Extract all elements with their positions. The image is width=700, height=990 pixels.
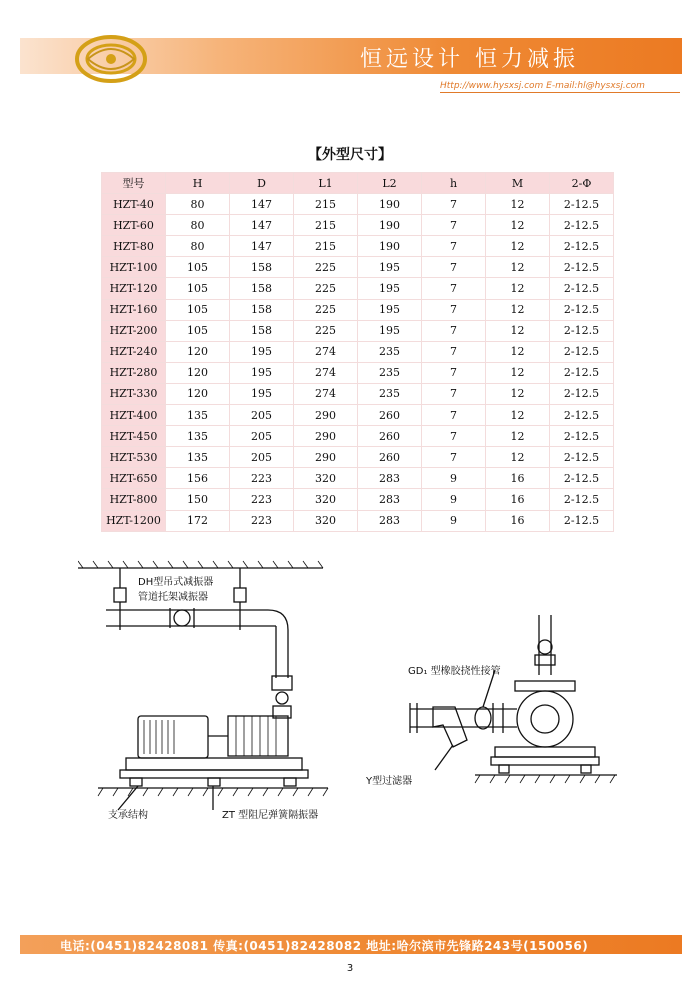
- footer-contact-info: 电话:(0451)82428081 传真:(0451)82428082 地址:哈尔滨市先锋路243号(150056): [60, 939, 589, 953]
- table-cell: 7: [422, 320, 486, 341]
- table-cell: 80: [166, 194, 230, 215]
- table-row: [102, 362, 614, 383]
- table-cell: 120: [166, 362, 230, 383]
- column-header: H: [166, 173, 230, 194]
- table-cell: 12: [486, 215, 550, 236]
- table-cell: 235: [358, 362, 422, 383]
- table-cell: 260: [358, 405, 422, 426]
- table-cell: 320: [294, 489, 358, 510]
- table-cell: 2-12.5: [550, 405, 614, 426]
- model-cell: HZT-800: [102, 489, 166, 510]
- label-support-structure: 支承结构: [108, 810, 148, 821]
- table-cell: 7: [422, 257, 486, 278]
- page-number: 3: [346, 963, 354, 974]
- table-cell: 260: [358, 426, 422, 447]
- table-row: [102, 510, 614, 531]
- table-cell: 235: [358, 383, 422, 404]
- table-cell: 12: [486, 362, 550, 383]
- table-cell: 195: [358, 278, 422, 299]
- table-cell: 205: [230, 426, 294, 447]
- table-cell: 195: [230, 383, 294, 404]
- table-row: [102, 405, 614, 426]
- column-header: 型号: [102, 173, 166, 194]
- model-cell: HZT-60: [102, 215, 166, 236]
- table-cell: 2-12.5: [550, 299, 614, 320]
- table-row: [102, 447, 614, 468]
- table-cell: 120: [166, 341, 230, 362]
- table-row: [102, 320, 614, 341]
- table-cell: 2-12.5: [550, 489, 614, 510]
- table-cell: 225: [294, 257, 358, 278]
- table-cell: 147: [230, 194, 294, 215]
- model-cell: HZT-530: [102, 447, 166, 468]
- table-cell: 2-12.5: [550, 426, 614, 447]
- table-cell: 225: [294, 320, 358, 341]
- table-cell: 12: [486, 447, 550, 468]
- model-cell: HZT-280: [102, 362, 166, 383]
- table-cell: 2-12.5: [550, 341, 614, 362]
- table-cell: 283: [358, 510, 422, 531]
- table-cell: 9: [422, 489, 486, 510]
- table-cell: 135: [166, 426, 230, 447]
- table-cell: 156: [166, 468, 230, 489]
- table-cell: 2-12.5: [550, 320, 614, 341]
- table-cell: 274: [294, 383, 358, 404]
- column-header: L1: [294, 173, 358, 194]
- table-row: [102, 236, 614, 257]
- table-cell: 2-12.5: [550, 362, 614, 383]
- model-cell: HZT-650: [102, 468, 166, 489]
- table-cell: 195: [358, 320, 422, 341]
- table-cell: 2-12.5: [550, 468, 614, 489]
- model-cell: HZT-160: [102, 299, 166, 320]
- table-cell: 80: [166, 215, 230, 236]
- table-cell: 16: [486, 468, 550, 489]
- table-cell: 7: [422, 383, 486, 404]
- table-cell: 290: [294, 426, 358, 447]
- column-header: D: [230, 173, 294, 194]
- table-cell: 235: [358, 341, 422, 362]
- table-cell: 2-12.5: [550, 215, 614, 236]
- table-cell: 225: [294, 278, 358, 299]
- model-cell: HZT-330: [102, 383, 166, 404]
- model-cell: HZT-450: [102, 426, 166, 447]
- table-cell: 290: [294, 405, 358, 426]
- table-cell: 190: [358, 215, 422, 236]
- section-title: 【外型尺寸】: [308, 147, 392, 163]
- table-cell: 12: [486, 383, 550, 404]
- model-cell: HZT-240: [102, 341, 166, 362]
- table-cell: 7: [422, 215, 486, 236]
- table-cell: 9: [422, 468, 486, 489]
- table-cell: 105: [166, 278, 230, 299]
- table-cell: 2-12.5: [550, 194, 614, 215]
- table-cell: 283: [358, 468, 422, 489]
- table-cell: 2-12.5: [550, 510, 614, 531]
- label-spring-isolator: ZT 型阻尼弹簧隔振器: [222, 810, 319, 821]
- table-cell: 105: [166, 320, 230, 341]
- table-cell: 2-12.5: [550, 236, 614, 257]
- header-divider: [440, 92, 680, 93]
- table-row: [102, 341, 614, 362]
- table-cell: 12: [486, 405, 550, 426]
- table-cell: 2-12.5: [550, 383, 614, 404]
- table-cell: 12: [486, 257, 550, 278]
- table-cell: 7: [422, 447, 486, 468]
- label-hanger-isolator: DH型吊式减振器: [138, 577, 214, 588]
- table-cell: 16: [486, 510, 550, 531]
- company-logo-icon: [74, 33, 148, 85]
- table-cell: 147: [230, 236, 294, 257]
- table-cell: 158: [230, 299, 294, 320]
- model-cell: HZT-80: [102, 236, 166, 257]
- header-slogan: 恒远设计 恒力减振: [360, 47, 579, 72]
- table-cell: 135: [166, 447, 230, 468]
- model-cell: HZT-40: [102, 194, 166, 215]
- table-cell: 223: [230, 468, 294, 489]
- table-row: [102, 426, 614, 447]
- model-cell: HZT-120: [102, 278, 166, 299]
- table-row: [102, 215, 614, 236]
- dimensions-table: [101, 172, 614, 532]
- table-cell: 80: [166, 236, 230, 257]
- table-cell: 7: [422, 426, 486, 447]
- table-cell: 320: [294, 468, 358, 489]
- table-cell: 215: [294, 236, 358, 257]
- table-cell: 2-12.5: [550, 257, 614, 278]
- table-cell: 150: [166, 489, 230, 510]
- pump-installation-diagram: [78, 558, 338, 828]
- model-cell: HZT-200: [102, 320, 166, 341]
- table-cell: 283: [358, 489, 422, 510]
- column-header: M: [486, 173, 550, 194]
- table-row: [102, 383, 614, 404]
- column-header: h: [422, 173, 486, 194]
- table-row: [102, 489, 614, 510]
- table-cell: 7: [422, 341, 486, 362]
- table-cell: 190: [358, 194, 422, 215]
- table-row: [102, 278, 614, 299]
- table-cell: 7: [422, 405, 486, 426]
- table-cell: 195: [358, 299, 422, 320]
- table-cell: 223: [230, 510, 294, 531]
- table-cell: 12: [486, 278, 550, 299]
- table-cell: 12: [486, 426, 550, 447]
- table-cell: 9: [422, 510, 486, 531]
- table-cell: 195: [230, 341, 294, 362]
- table-cell: 190: [358, 236, 422, 257]
- table-cell: 105: [166, 299, 230, 320]
- table-cell: 274: [294, 341, 358, 362]
- table-cell: 12: [486, 194, 550, 215]
- table-header-row: [102, 173, 614, 194]
- pump-filter-diagram: [395, 615, 625, 805]
- table-cell: 172: [166, 510, 230, 531]
- table-cell: 260: [358, 447, 422, 468]
- table-cell: 290: [294, 447, 358, 468]
- model-cell: HZT-400: [102, 405, 166, 426]
- table-cell: 105: [166, 257, 230, 278]
- label-pipe-support-isolator: 管道托架减振器: [138, 592, 208, 603]
- table-cell: 195: [230, 362, 294, 383]
- table-cell: 195: [358, 257, 422, 278]
- table-cell: 12: [486, 341, 550, 362]
- table-cell: 205: [230, 447, 294, 468]
- model-cell: HZT-100: [102, 257, 166, 278]
- table-cell: 158: [230, 257, 294, 278]
- table-cell: 7: [422, 278, 486, 299]
- table-row: [102, 468, 614, 489]
- table-cell: 7: [422, 236, 486, 257]
- label-y-filter: Y型过滤器: [366, 776, 413, 787]
- table-cell: 16: [486, 489, 550, 510]
- table-cell: 12: [486, 236, 550, 257]
- label-flexible-connector: GD₁ 型橡胶挠性接管: [408, 666, 501, 677]
- table-cell: 158: [230, 278, 294, 299]
- table-cell: 225: [294, 299, 358, 320]
- table-cell: 7: [422, 194, 486, 215]
- column-header: 2-Φ: [550, 173, 614, 194]
- table-row: [102, 257, 614, 278]
- header-contact: Http://www.hysxsj.com E-mail:hl@hysxsj.com: [440, 81, 645, 91]
- model-cell: HZT-1200: [102, 510, 166, 531]
- table-cell: 223: [230, 489, 294, 510]
- column-header: L2: [358, 173, 422, 194]
- table-cell: 12: [486, 299, 550, 320]
- table-row: [102, 194, 614, 215]
- table-cell: 205: [230, 405, 294, 426]
- table-cell: 147: [230, 215, 294, 236]
- table-cell: 2-12.5: [550, 278, 614, 299]
- table-cell: 274: [294, 362, 358, 383]
- table-cell: 12: [486, 320, 550, 341]
- table-cell: 215: [294, 194, 358, 215]
- table-cell: 158: [230, 320, 294, 341]
- table-cell: 215: [294, 215, 358, 236]
- table-cell: 320: [294, 510, 358, 531]
- table-cell: 7: [422, 362, 486, 383]
- table-cell: 7: [422, 299, 486, 320]
- table-cell: 135: [166, 405, 230, 426]
- table-cell: 2-12.5: [550, 447, 614, 468]
- table-row: [102, 299, 614, 320]
- table-cell: 120: [166, 383, 230, 404]
